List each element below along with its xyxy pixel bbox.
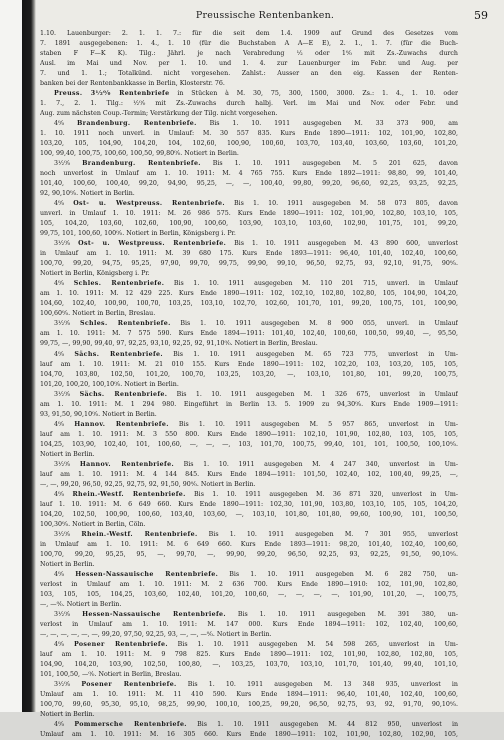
text-line bbox=[40, 590, 458, 600]
text-line bbox=[40, 660, 458, 670]
text-line bbox=[40, 219, 458, 229]
text-line bbox=[40, 640, 458, 650]
entry-heading: Schles. Rentenbriefe. bbox=[73, 280, 165, 288]
entry-heading: Posener Rentenbriefe. bbox=[73, 640, 168, 648]
entry-text: 4⁰⁄₀ bbox=[54, 120, 77, 128]
text-line bbox=[40, 129, 458, 139]
text-line bbox=[40, 209, 458, 219]
text-line bbox=[40, 460, 458, 470]
entry-text: 92, 90,10⁰⁄₀. Notiert in Berlin. bbox=[40, 190, 135, 198]
entry-text: 1. 10. 1911 noch unverl. in Umlauf: M. 30 557 835. Kurs Ende 1890—1911: 102, 101,90, 102,80, bbox=[40, 130, 458, 138]
text-line bbox=[40, 420, 458, 430]
entry-text: 3¹⁄₂⁰⁄₀ bbox=[54, 320, 80, 328]
entry-text: in Umlauf am 1. 10. 1911: M. 39 680 175. Kurs Ende 1893—1911: 96,40, 101,40, 102,40, 100,60, bbox=[40, 250, 458, 258]
body-text bbox=[40, 29, 458, 740]
entry-text: 101,40, 100,60, 100,40, 99,20, 94,90, 95,25, —, —, 100,40, 99,80, 99,20, 96,60, 92,25, 93,25, 92,25, bbox=[40, 180, 458, 188]
text-line bbox=[40, 520, 458, 530]
entry-text: 1.10. Lauenburger: 2. 1. 1. 7.: für die seit dem 1.4. 1909 auf Grund des Gesetzes vom bbox=[40, 30, 458, 37]
text-line bbox=[40, 700, 458, 710]
entry-text: Bis 1. 10. 1911 ausgegeben M. 36 871 320, unverlost in Um- bbox=[185, 490, 458, 498]
running-title: Preussische Rentenbanken. bbox=[195, 10, 335, 21]
entry-text: Bis 1. 10. 1911 ausgegeben M. 7 301 955, unverlost bbox=[197, 530, 458, 538]
entry-text: —, —, —, —, —, —, 99,20, 97,50, 92,25, 93, —, —, —⁰⁄₀. Notiert in Berlin. bbox=[40, 630, 272, 638]
text-line bbox=[40, 690, 458, 700]
text-line bbox=[40, 600, 458, 610]
text-line bbox=[40, 380, 458, 390]
entry-text: 4⁰⁄₀ bbox=[54, 721, 75, 729]
text-line bbox=[40, 440, 458, 450]
text-line bbox=[40, 329, 458, 339]
text-line bbox=[40, 199, 458, 209]
entry-text: Bis 1. 10. 1911 ausgegeben M. 65 723 775, unverlost in Um- bbox=[162, 350, 458, 358]
entry-text: 100,60⁰⁄₀. Notiert in Berlin, Breslau. bbox=[40, 310, 156, 318]
book-binding-edge bbox=[0, 0, 36, 712]
text-line bbox=[40, 239, 458, 249]
text-line bbox=[40, 289, 458, 299]
entry-text: 105, 104,20, 103,60, 102,60, 100,90, 100,60, 103,90, 103,10, 103,60, 102,90, 101,75, 101, 99,20, bbox=[40, 220, 458, 228]
text-line bbox=[40, 49, 458, 59]
entry-heading: Brandenburg. Rentenbriefe. bbox=[82, 160, 201, 168]
entry-text: Bis 1. 10. 1911 ausgegeben M. 58 073 805, davon bbox=[224, 200, 458, 208]
entry-heading: Brandenburg. Rentenbriefe. bbox=[77, 120, 197, 128]
entry-text: 100,70, 99,20, 94,75, 95,25, 97,90, 99,70, 99,75, 99,90, 99,10, 96,50, 92,75, 93, 92,10, 91,75, 90⁰⁄₀. bbox=[40, 260, 458, 268]
text-line bbox=[40, 319, 458, 329]
entry-text: Bis 1. 10. 1911 ausgegeben M. 54 598 265, unverlost in Um- bbox=[167, 640, 458, 648]
entry-text: Bis 1. 10. 1911 ausgegeben M. 5 201 625, davon bbox=[200, 160, 458, 168]
entry-text: noch unverlost in Umlauf am 1. 10. 1911: M. 4 765 755. Kurs Ende 1892—1911: 98,80, 99, 101,40, bbox=[40, 170, 458, 178]
entry-heading: Sächs. Rentenbriefe. bbox=[74, 350, 163, 358]
entry-heading: Ost- u. Westpreuss. Rentenbriefe. bbox=[78, 240, 227, 248]
entry-text: 104,90, 104,20, 103,90, 102,50, 100,80, —, 103,25, 103,70, 103,10, 101,70, 101,40, 99,40, 101,10, bbox=[40, 660, 458, 668]
entry-text: Aug. zum nächsten Coup.-Termin; Verstärkung der Tilg. nicht vorgesehen. bbox=[40, 110, 278, 118]
text-line bbox=[40, 450, 458, 460]
entry-text: lauf am 1. 10. 1911: M. 9 798 825. Kurs Ende 1890—1911: 102, 101,90, 102,80, 102,80, 105, bbox=[40, 650, 458, 658]
entry-text: lauf am 1. 10. 1911: M. 3 550 800. Kurs Ende 1890—1911: 102,10, 101,90, 102,80, 103, 105, 105, bbox=[40, 430, 458, 438]
entry-text: 93, 91,50, 90,10⁰⁄₀. Notiert in Berlin. bbox=[40, 410, 157, 418]
entry-text: Bis 1. 10. 1911 ausgegeben M. 110 201 715, unverl. in Umlauf bbox=[164, 280, 458, 288]
entry-text: 100, 99,40, 100,75, 100,60, 100,50, 99,80⁰⁄₀. Notiert in Berlin. bbox=[40, 150, 239, 158]
entry-text: 3¹⁄₂⁰⁄₀ bbox=[54, 160, 83, 168]
entry-text: 104,60, 102,40, 100,90, 100,70, 103,25, 103,10, 102,70, 102,60, 101,70, 101, 99,20, 100,75, 101, 100,90, bbox=[40, 300, 458, 308]
entry-text: 100,30⁰⁄₀. Notiert in Berlin, Cöln. bbox=[40, 520, 146, 528]
text-line bbox=[40, 350, 458, 360]
entry-text: Bis 1. 10. 1911 ausgegeben M. 43 890 600, unverlost bbox=[226, 240, 458, 248]
entry-text: 4⁰⁄₀ bbox=[54, 490, 73, 498]
entry-heading: Hessen-Nassauische Rentenbriefe. bbox=[75, 570, 219, 578]
entry-text: 100,70, 99,60, 95,30, 95,10, 98,25, 99,90, 100,10, 100,25, 99,20, 96,50, 92,75, 93, 92, 91,70, 90,10⁰⁄₀. bbox=[40, 701, 458, 709]
text-line bbox=[40, 490, 458, 500]
entry-text: 3¹⁄₂⁰⁄₀ bbox=[54, 240, 79, 248]
entry-heading: Hannov. Rentenbriefe. bbox=[74, 420, 169, 428]
text-line bbox=[40, 470, 458, 480]
entry-text: Notiert in Berlin, Königsberg i. Pr. bbox=[40, 270, 150, 278]
entry-text: 104,20, 102,50, 100,90, 100,60, 103,40, 103,60, —, 103,10, 101,80, 101,80, 99,60, 100,90, 101, 100,50, bbox=[40, 510, 458, 518]
text-line bbox=[40, 720, 458, 730]
entry-text: Notiert in Berlin. bbox=[40, 711, 95, 719]
entry-text: —, —, 99,20, 96,50, 92,25, 92,75, 92, 91,50, 90⁰⁄₀. Notiert in Berlin. bbox=[40, 480, 256, 488]
text-line bbox=[40, 610, 458, 620]
text-line bbox=[40, 59, 458, 69]
entry-text: 1. 7., 2. 1. Tilg.: ¹⁄₂⁰⁄₀ mit Zs.-Zuwachs durch halbj. Verl. im Mai und Nov. oder Febr. und bbox=[40, 100, 458, 108]
text-line bbox=[40, 360, 458, 370]
text-line bbox=[40, 159, 458, 169]
text-line bbox=[40, 620, 458, 630]
entry-text: Bis 1. 10. 1911 ausgegeben M. 4 247 340, unverlost in Um- bbox=[174, 460, 458, 468]
text-line bbox=[40, 560, 458, 570]
entry-heading: Rhein.-Westf. Rentenbriefe. bbox=[72, 490, 186, 498]
entry-text: —, —⁰⁄₀. Notiert in Berlin. bbox=[40, 600, 122, 608]
entry-text: 101, 100,50, —⁰⁄₀. Notiert in Berlin, Breslau. bbox=[40, 671, 182, 678]
text-line bbox=[40, 630, 458, 640]
entry-text: 104,25, 103,90, 102,40, 101, 100,60, —, —, —, 103, 101,70, 100,75, 99,40, 101, 101, 100,50, 100,10⁰⁄₀. bbox=[40, 440, 458, 448]
entry-text: 3¹⁄₂⁰⁄₀ bbox=[54, 390, 80, 398]
entry-text: in Stücken à M. 30, 75, 300, 1500, 3000. Zs.: 1. 4., 1. 10. oder bbox=[169, 90, 458, 98]
entry-text: Ausl. im Mai und Nov. per 1. 10. und 1. 4. zur Lauenburger im Febr. und Aug. per bbox=[40, 60, 458, 68]
entry-text: Bis 1. 10. 1911 ausgegeben M. 13 348 935, unverlost in bbox=[176, 681, 458, 689]
text-line bbox=[40, 500, 458, 510]
entry-text: 99,75, 101, 100,60, 100⁰⁄₀. Notiert in Berlin, Königsberg i. Pr. bbox=[40, 230, 236, 238]
entry-text: 4⁰⁄₀ bbox=[54, 200, 74, 208]
text-line bbox=[40, 139, 458, 149]
page-header bbox=[40, 10, 490, 26]
entry-text: 104,70, 103,80, 102,50, 101,20, 100,70, 103,25, 103,20, —, 103,10, 101,80, 101, 99,20, 100,75, bbox=[40, 370, 458, 378]
entry-text: Bis 1. 10. 1911 ausgegeben M. 8 900 055, unverl. in Umlauf bbox=[170, 320, 458, 328]
entry-text: Bis 1. 10. 1911 ausgegeben M. 1 326 675, unverlost in Umlauf bbox=[167, 390, 458, 398]
text-line bbox=[40, 480, 458, 490]
text-line bbox=[40, 309, 458, 319]
entry-text: Bis 1. 10. 1911 ausgegeben M. 6 282 750, un- bbox=[218, 570, 458, 578]
entry-text: 103,20, 105, 104,90, 104,20, 104, 102,60, 100,90, 100,60, 103,70, 103,40, 103,60, 103,60, 101,20, bbox=[40, 140, 458, 148]
text-line bbox=[40, 89, 458, 99]
entry-text: Bis 1. 10. 1911 ausgegeben M. 5 957 865, unverlost in Um- bbox=[168, 420, 458, 428]
entry-text: 3¹⁄₂⁰⁄₀ bbox=[54, 610, 83, 618]
text-line bbox=[40, 229, 458, 239]
text-line bbox=[40, 249, 458, 259]
entry-text: Umlauf am 1. 10. 1911: M. 11 410 590. Kurs Ende 1894—1911: 96,40, 101,40, 102,40, 100,60, bbox=[40, 691, 458, 699]
entry-text: Notiert in Berlin. bbox=[40, 560, 95, 568]
text-line bbox=[40, 580, 458, 590]
entry-text: 3¹⁄₂⁰⁄₀ bbox=[54, 530, 82, 538]
entry-text: Bis 1. 10. 1911 ausgegeben M. 44 812 950, unverlost in bbox=[186, 721, 458, 729]
text-line bbox=[40, 169, 458, 179]
entry-text: lauf 1. 10. 1911: M. 6 649 660. Kurs Ende 1890—1911: 102,30, 101,90, 103,80, 103,10, 105, 105, 104,20, bbox=[40, 500, 458, 508]
text-line bbox=[40, 299, 458, 309]
text-line bbox=[40, 29, 458, 39]
entry-heading: Ost- u. Westpreuss. Rentenbriefe. bbox=[73, 200, 225, 208]
entry-text: lauf am 1. 10. 1911: M. 21 010 155. Kurs Ende 1890—1911: 102, 102,20, 103, 103,20, 105, 105, bbox=[40, 360, 458, 368]
entry-text: am 1. 10. 1911: M. 1 294 980. Eingeführt in Berlin 13. 5. 1909 zu 94,30⁰⁄₀. Kurs Ende 1909—1911: bbox=[40, 400, 458, 408]
entry-text: Bis 1. 10. 1911 ausgegeben M. 391 380, un- bbox=[225, 610, 458, 618]
text-line bbox=[40, 670, 458, 680]
entry-heading: Preuss. 3¹⁄₂⁰⁄₀ Rentenbriefe bbox=[54, 90, 170, 98]
text-line bbox=[40, 680, 458, 690]
entry-text: 3¹⁄₂⁰⁄₀ bbox=[54, 681, 82, 689]
text-line bbox=[40, 570, 458, 580]
entry-text: 4⁰⁄₀ bbox=[54, 640, 74, 648]
entry-heading: Sächs. Rentenbriefe. bbox=[79, 390, 168, 398]
entry-text: 4⁰⁄₀ bbox=[54, 570, 76, 578]
text-line bbox=[40, 69, 458, 79]
entry-text: 7. und 1. 1.; Totalkünd. nicht vorgesehen. Zahlst.: Ausser an den eig. Kassen der Renten- bbox=[40, 70, 458, 78]
entry-text: Bis 1. 10. 1911 ausgegeben M. 33 373 900, am bbox=[196, 120, 458, 128]
text-line bbox=[40, 650, 458, 660]
entry-text: in Umlauf am 1. 10. 1911: M. 6 649 660. Kurs Ende 1893—1911: 98,20, 101,40, 102,40, 100,60, bbox=[40, 540, 458, 548]
entry-text: verlost in Umlauf am 1. 10. 1911: M. 147 000. Kurs Ende 1894—1911: 102, 102,40, 100,60, bbox=[40, 620, 458, 628]
text-line bbox=[40, 119, 458, 129]
text-line bbox=[40, 730, 458, 740]
entry-text: 101,20, 100,20, 100,10⁰⁄₀. Notiert in Berlin. bbox=[40, 380, 179, 388]
entry-heading: Pommersche Rentenbriefe. bbox=[74, 721, 187, 729]
text-line bbox=[40, 430, 458, 440]
text-line bbox=[40, 39, 458, 49]
entry-text: 103, 105, 105, 104,25, 103,60, 102,40, 101,20, 100,60, —, —, —, —, 101,90, 101,20, —, 100,75, bbox=[40, 590, 458, 598]
entry-text: am 1. 10. 1911: M. 12 429 225. Kurs Ende 1890—1911: 102, 102,10, 102,80, 102,80, 105, 104,90, 104,20, bbox=[40, 290, 458, 298]
entry-text: staben F F—K K). Tilg.: Jährl. je nach Verabredung ¹⁄₂ oder 1⁰⁄₀ mit Zs.-Zuwachs durch bbox=[40, 50, 458, 58]
text-line bbox=[40, 259, 458, 269]
entry-text: 7. 1891 ausgegebenen: 1. 4., 1. 10 (für die Buchstaben A A—E E), 2. 1., 1. 7. (für die Buch- bbox=[40, 40, 458, 48]
text-line bbox=[40, 179, 458, 189]
entry-text: Umlauf am 1. 10. 1911: M. 16 305 660. Kurs Ende 1890—1911: 102, 101,90, 102,80, 102,90, 105, bbox=[40, 731, 458, 739]
text-line bbox=[40, 109, 458, 119]
entry-text: 4⁰⁄₀ bbox=[54, 280, 74, 288]
text-line bbox=[40, 390, 458, 400]
text-line bbox=[40, 149, 458, 159]
entry-text: 3¹⁄₂⁰⁄₀ bbox=[54, 460, 80, 468]
text-line bbox=[40, 370, 458, 380]
entry-text: 99,75, —, 99,90, 99,40, 97, 92,25, 93,10, 92,25, 92, 91,10⁰⁄₀. Notiert in Berlin, Breslau. bbox=[40, 340, 318, 348]
text-line bbox=[40, 189, 458, 199]
text-line bbox=[40, 510, 458, 520]
entry-text: 4⁰⁄₀ bbox=[54, 420, 75, 428]
entry-text: 4⁰⁄₀ bbox=[54, 350, 75, 358]
entry-text: verlost in Umlauf am 1. 10. 1911: M. 2 636 700. Kurs Ende 1890—1910: 102, 101,90, 102,80, bbox=[40, 580, 458, 588]
entry-text: am 1. 10. 1911: M. 7 575 590. Kurs Ende 1894—1911: 101,40, 102,40, 100,60, 100,50, 99,40, —, 95,50, bbox=[40, 330, 458, 338]
text-line bbox=[40, 279, 458, 289]
text-line bbox=[40, 339, 458, 349]
text-line bbox=[40, 550, 458, 560]
text-line bbox=[40, 530, 458, 540]
entry-heading: Schles. Rentenbriefe. bbox=[79, 320, 171, 328]
entry-text: 100,70, 99,20, 95,25, 95, —, 99,70, —, 99,90, 99,20, 96,50, 92,25, 93, 92,25, 91,50, 90,10⁰⁄₀. bbox=[40, 550, 458, 558]
entry-text: unverl. in Umlauf 1. 10. 1911: M. 26 986 575. Kurs Ende 1890—1911: 102, 101,90, 102,80, 103,10, 105, bbox=[40, 210, 458, 218]
entry-heading: Posener Rentenbriefe. bbox=[81, 681, 177, 689]
page-number: 59 bbox=[474, 9, 488, 22]
entry-heading: Rhein.-Westf. Rentenbriefe. bbox=[81, 530, 198, 538]
text-line bbox=[40, 400, 458, 410]
text-line bbox=[40, 99, 458, 109]
text-line bbox=[40, 269, 458, 279]
entry-text: banken bei der Rentenbankkasse in Berlin, Klosterstr. 76. bbox=[40, 80, 225, 88]
text-line bbox=[40, 410, 458, 420]
entry-heading: Hessen-Nassauische Rentenbriefe. bbox=[82, 610, 226, 618]
entry-text: Notiert in Berlin. bbox=[40, 450, 95, 458]
text-line bbox=[40, 540, 458, 550]
entry-heading: Hannov. Rentenbriefe. bbox=[79, 460, 174, 468]
text-line bbox=[40, 79, 458, 89]
entry-text: lauf am 1. 10. 1911: M. 4 144 845. Kurs Ende 1894—1911: 101,50, 102,40, 102, 100,40, 99,25, —, bbox=[40, 470, 458, 478]
